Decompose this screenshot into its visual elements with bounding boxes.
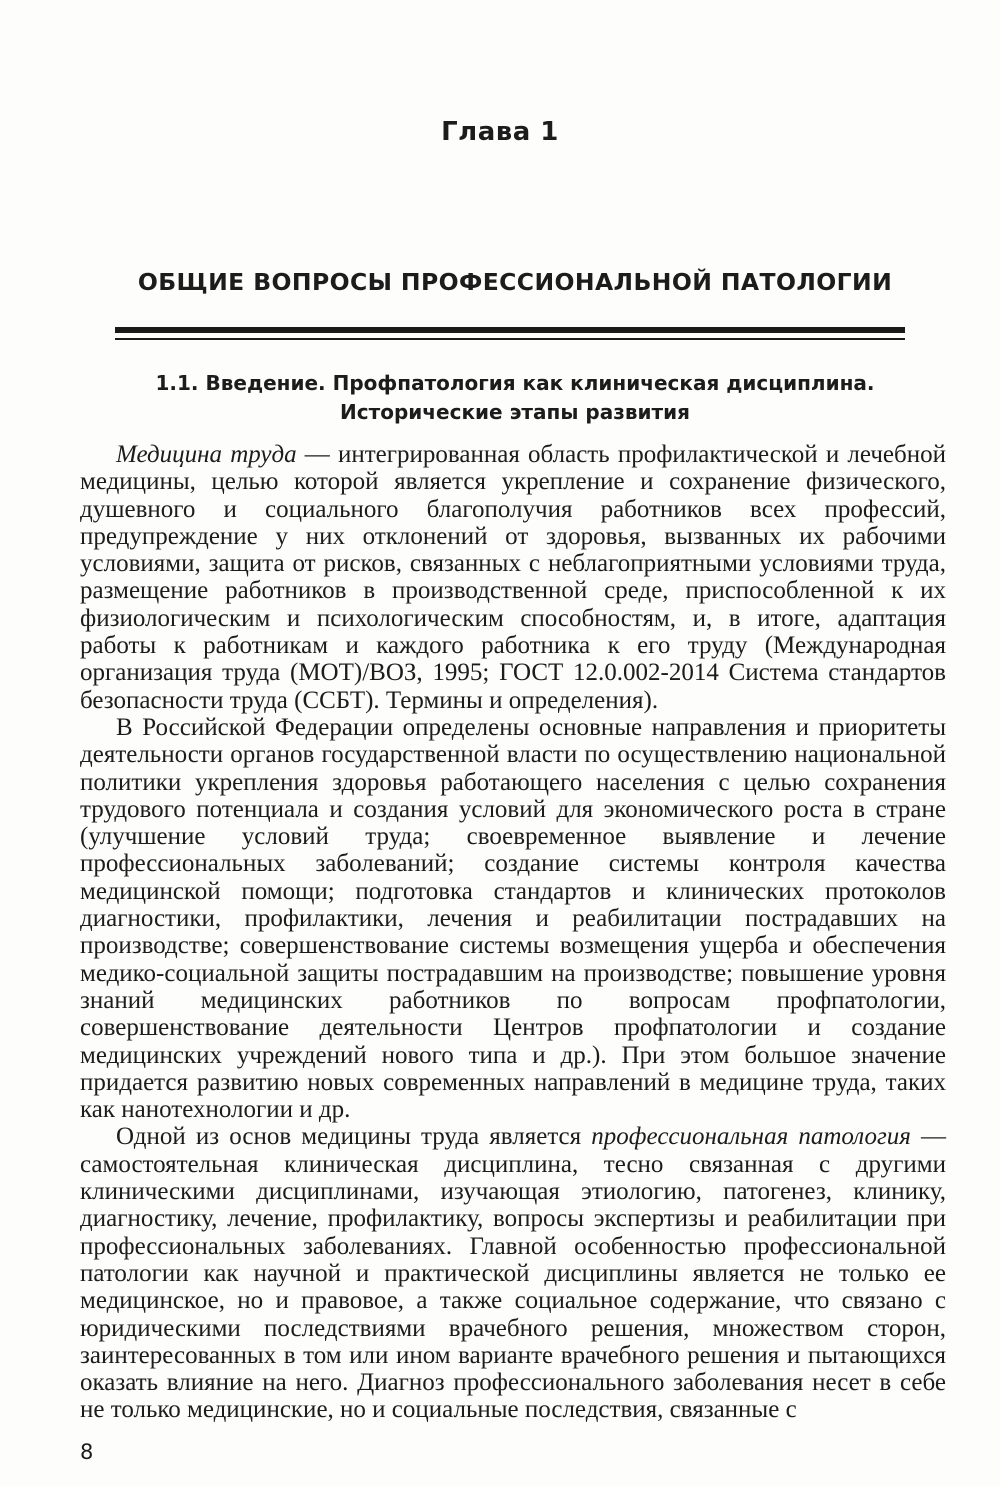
title-rule-thick [115, 327, 905, 333]
paragraph-3-text: — самостоятельная клиническая дисциплина, тесно связанная с другими клиническими дисциплинами, изучающая этиологию, патогенез, клинику, диагностику, лечение, профилактику, вопросы экспертизы и реабилитации при профессиональных заболеваниях. Главной особенностью профессиональной патологии как научной и практической дисциплины является не только ее медицинское, но и правовое, а также социальное содержание, что связано с юридическими последствиями врачебного решения, множеством сторон, заинтересованных в том или ином варианте врачебного решения и пытающихся оказать влияние на него. Диагноз профессионального заболевания несет в себе не только медицинские, но и социальные последствия, связанные с [80, 1123, 946, 1424]
paragraph-1-term: Медицина труда [116, 441, 297, 468]
title-rule-thin [115, 338, 905, 340]
page-number: 8 [80, 1440, 94, 1464]
chapter-label: Глава 1 [441, 117, 559, 147]
paragraph-3-lead: Одной из основ медицины труда является [116, 1123, 592, 1151]
section-title [90, 369, 940, 427]
paragraph-3-term: профессиональная патология [591, 1123, 911, 1151]
paragraph-2 [80, 714, 946, 1123]
body-text [80, 441, 946, 1424]
paragraph-2-text: В Российской Федерации определены основные направления и приоритеты деятельности органов государственной власти по осуществлению национальной политики укрепления здоровья работающего населения с целью сохранения трудового потенциала и создания условий для экономического роста в стране (улучшение условий труда; своевременное выявление и лечение профессиональных заболеваний; создание системы контроля качества медицинской помощи; подготовка стандартов и клинических протоколов диагностики, профилактики, лечения и реабилитации пострадавших на производстве; совершенствование системы возмещения ущерба и обеспечения медико-социальной защиты пострадавшим на производстве; повышение уровня знаний медицинских работников по вопросам профпатологии, совершенствование деятельности Центров профпатологии и создание медицинских учреждений нового типа и др.). При этом большое значение придается развитию новых современных направлений в медицине труда, таких как нанотехнологии и др. [80, 713, 946, 1124]
section-title-line-2: Исторические этапы развития [340, 400, 690, 424]
paragraph-1 [80, 441, 946, 714]
paragraph-1-text: — интегрированная область профилактической и лечебной медицины, целью которой является укрепление и сохранение физического, душевного и социального благополучия работников всех профессий, предупреждение у них отклонений от здоровья, вызванных их рабочими условиями, защита от рисков, связанных с неблагоприятными условиями труда, размещение работников в производственной среде, приспособленной к их физиологическим и психологическим способностям, и, в итоге, адаптация работы к работникам и каждого работника к его труду (Международная организация труда (МОТ)/ВОЗ, 1995; ГОСТ 12.0.002-2014 Система стандартов безопасности труда (ССБТ). Термины и определения). [80, 441, 946, 714]
chapter-title: ОБЩИЕ ВОПРОСЫ ПРОФЕССИОНАЛЬНОЙ ПАТОЛОГИИ [137, 268, 893, 296]
section-title-line-1: 1.1. Введение. Профпатология как клиническая дисциплина. [155, 371, 875, 395]
paragraph-3 [80, 1123, 946, 1423]
